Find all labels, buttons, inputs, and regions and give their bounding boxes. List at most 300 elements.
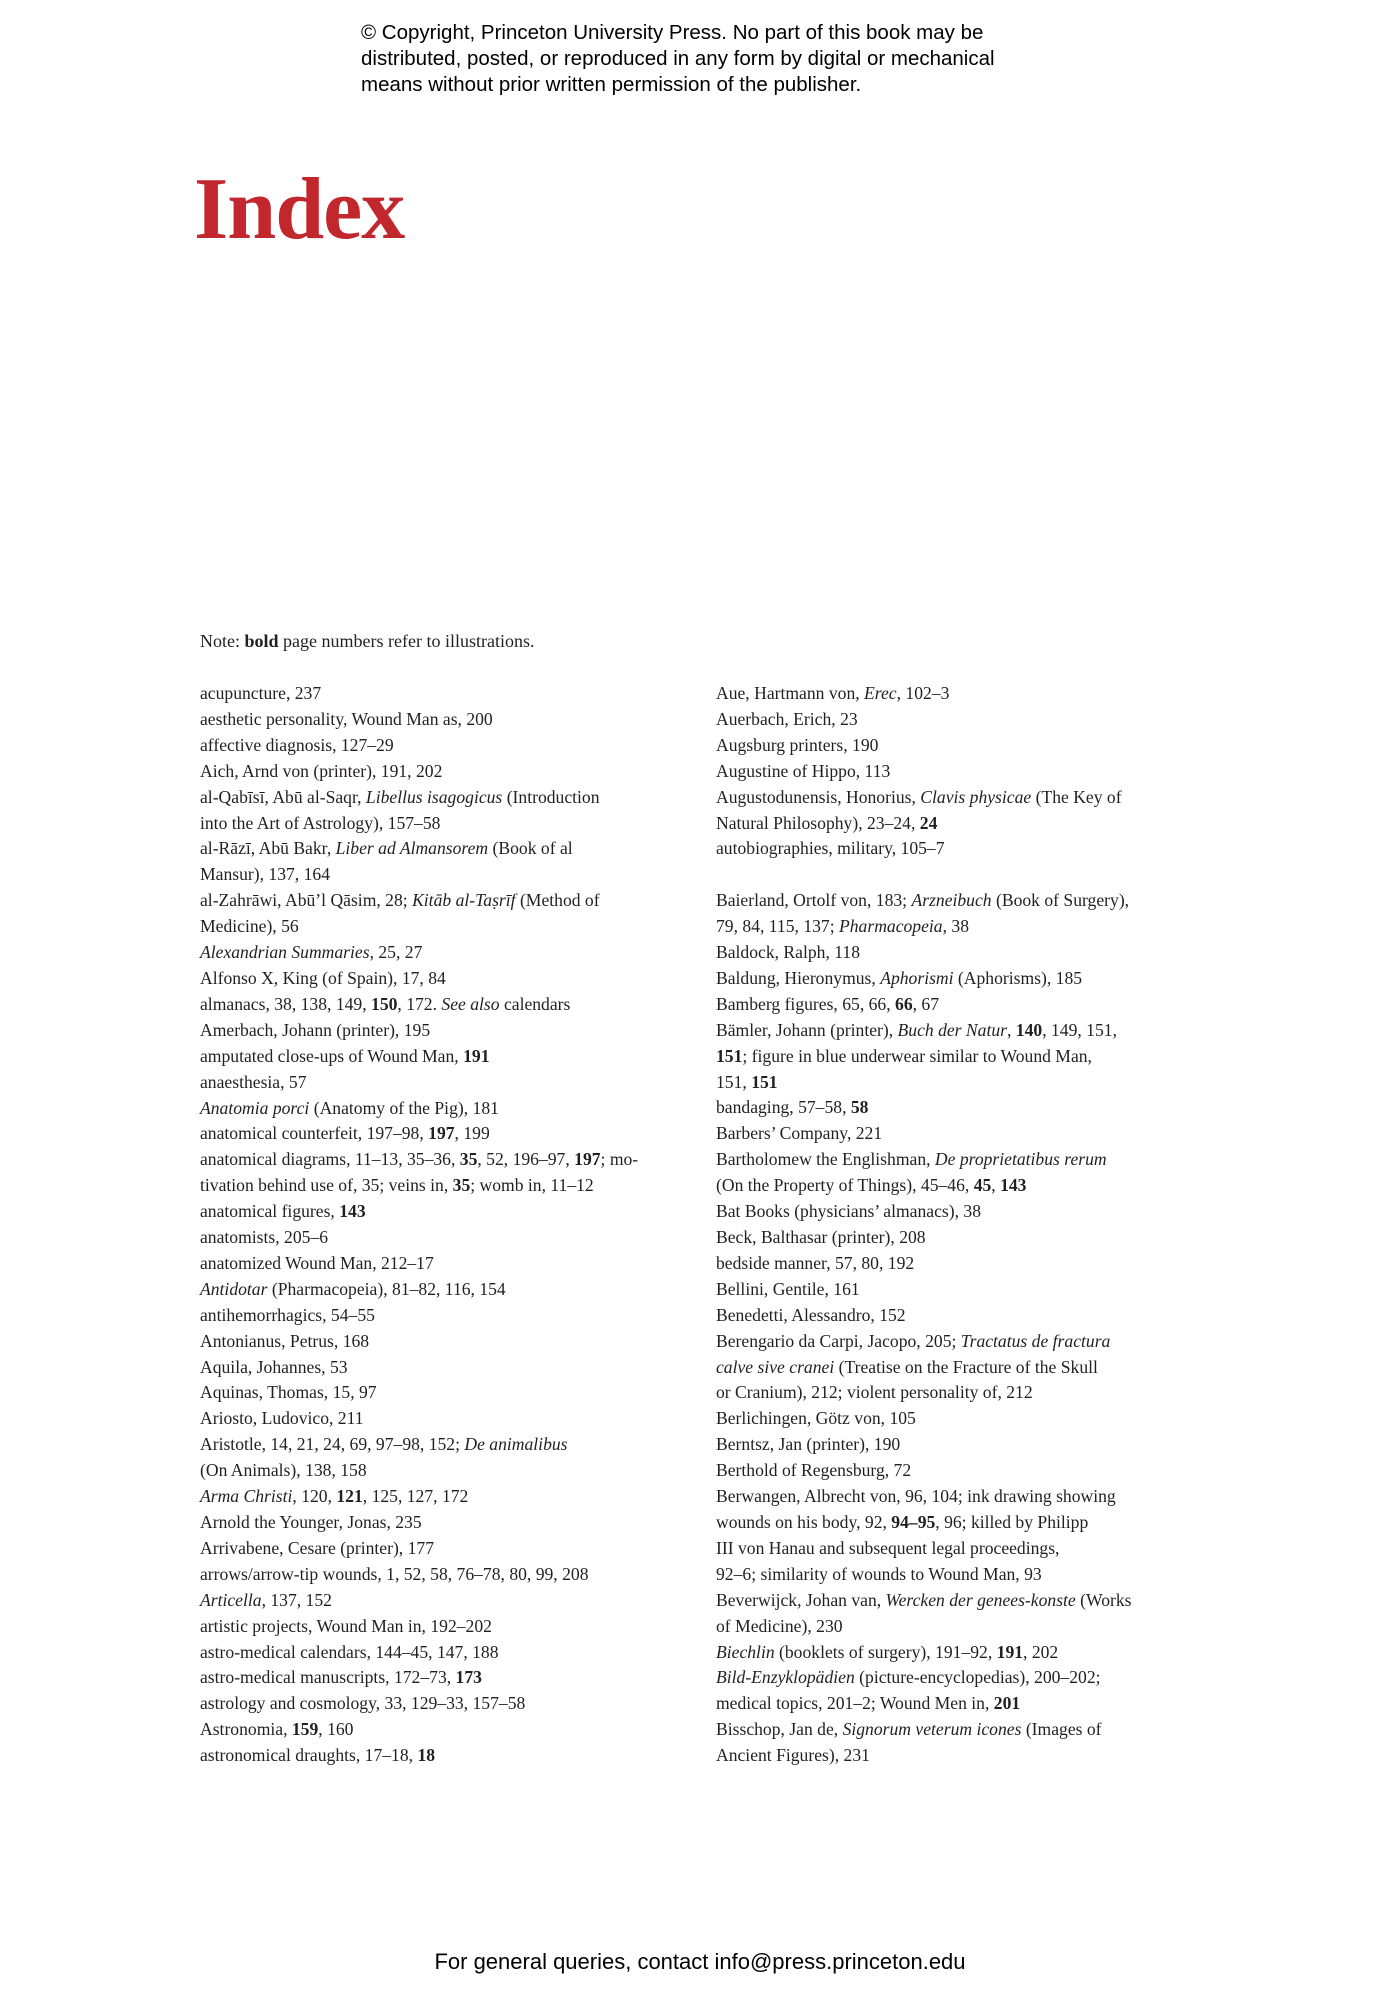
index-entry [716, 1225, 1216, 1251]
entry-text: anatomical counterfeit, 197–98, [200, 1123, 429, 1144]
index-entry-line [200, 811, 695, 837]
index-entry-line [716, 811, 1216, 837]
note-bold-word: bold [244, 631, 279, 651]
index-entry-line [716, 1147, 1216, 1173]
entry-text: amputated close-ups of Wound Man, [200, 1045, 464, 1066]
title-italic: Aphorismi [880, 967, 954, 988]
index-entry-line [716, 785, 1216, 811]
index-entry-line [200, 1096, 695, 1122]
index-entry-line [716, 1251, 1216, 1277]
entry-text: Medicine), 56 [200, 916, 299, 937]
entry-text: Bämler, Johann (printer), [716, 1019, 898, 1040]
entry-text: or Cranium), 212; violent personality of, 212 [716, 1382, 1033, 1403]
entry-text: anatomists, 205–6 [200, 1227, 329, 1248]
entry-text: , 149, 151, [1042, 1019, 1117, 1040]
index-entry-line [716, 1095, 1216, 1121]
entry-text: almanacs, 38, 138, 149, [200, 993, 372, 1014]
index-entry [200, 992, 695, 1018]
index-entry-line [716, 733, 1216, 759]
entry-text: acupuncture, 237 [200, 683, 322, 703]
index-entry-line [716, 1536, 1216, 1562]
entry-text: (Introduction [502, 786, 600, 807]
entry-text: Antonianus, Petrus, 168 [200, 1330, 370, 1351]
index-entry-line [716, 1173, 1216, 1199]
index-entry [200, 836, 695, 888]
entry-text: , [991, 1175, 1001, 1196]
index-entry-line [716, 1717, 1216, 1743]
entry-text: of Medicine), 230 [716, 1615, 843, 1636]
index-entry-line [200, 1743, 695, 1769]
index-entry [716, 1147, 1216, 1199]
page-number-bold: 151 [751, 1071, 778, 1092]
entry-text: Beck, Balthasar (printer), 208 [716, 1227, 926, 1248]
index-entry-line [716, 1432, 1216, 1458]
entry-text: anatomized Wound Man, 212–17 [200, 1252, 434, 1273]
index-entry-line [716, 1070, 1216, 1096]
index-entry-line [200, 862, 695, 888]
entry-text: into the Art of Astrology), 157–58 [200, 812, 441, 833]
entry-text: (On the Property of Things), 45–46, [716, 1175, 974, 1196]
index-entry-line [200, 1044, 695, 1070]
title-italic: Biechlin [716, 1641, 775, 1662]
entry-text: medical topics, 201–2; Wound Men in, [716, 1693, 994, 1714]
index-entry [716, 1432, 1216, 1458]
index-entry-line [200, 1018, 695, 1044]
entry-text: Aquila, Johannes, 53 [200, 1356, 348, 1377]
entry-text: 79, 84, 115, 137; [716, 916, 839, 937]
index-entry-line [200, 1070, 695, 1096]
page-number-bold: 35 [452, 1175, 471, 1196]
entry-text: Aue, Hartmann von, [716, 683, 865, 703]
entry-text: (On Animals), 138, 158 [200, 1460, 367, 1481]
entry-text: (Pharmacopeia), 81–82, 116, 154 [267, 1278, 506, 1299]
title-italic: Signorum veterum icones [842, 1719, 1022, 1740]
index-entry [716, 888, 1216, 940]
index-entry-line [716, 1614, 1216, 1640]
entry-text: (The Key of [1031, 786, 1122, 807]
entry-text: , 67 [912, 993, 939, 1014]
index-entry [716, 966, 1216, 992]
index-entry-line [716, 992, 1216, 1018]
entry-text: al-Qabīsī, Abū al-Saqr, [200, 786, 366, 807]
entry-text: Natural Philosophy), 23–24, [716, 812, 920, 833]
entry-text: , 52, 196–97, [477, 1149, 575, 1170]
index-entry [200, 888, 695, 940]
index-entry [200, 707, 695, 733]
entry-text: (Works [1075, 1589, 1132, 1610]
title-italic: Liber ad Almansorem [335, 838, 489, 859]
entry-text: Arnold the Younger, Jonas, 235 [200, 1512, 422, 1532]
index-entry-line [200, 1484, 695, 1510]
index-entry-line [200, 1432, 695, 1458]
index-entry-line [716, 1380, 1216, 1406]
index-entry [716, 1121, 1216, 1147]
entry-text: , 96; killed by Philipp [935, 1511, 1089, 1532]
index-entry [200, 1147, 695, 1199]
title-italic: Anatomia porci [200, 1097, 310, 1118]
index-entry-line [200, 1458, 695, 1484]
page-number-bold: 191 [996, 1641, 1024, 1662]
entry-text: ; mo- [600, 1149, 639, 1170]
index-entry-line [200, 1380, 695, 1406]
index-entry-line [716, 1510, 1216, 1536]
index-entry [200, 940, 695, 966]
index-entry-line [716, 1665, 1216, 1691]
entry-text: (picture-encyclopedias), 200–202; [854, 1667, 1101, 1688]
index-column-left [200, 681, 695, 1769]
entry-text: Ancient Figures), 231 [716, 1745, 870, 1766]
index-entry [200, 681, 695, 707]
entry-text: Augustodunensis, Honorius, [716, 786, 921, 807]
index-entry-line [200, 759, 695, 785]
entry-text: astro-medical manuscripts, 172–73, [200, 1667, 456, 1688]
entry-text: (Anatomy of the Pig), 181 [309, 1097, 499, 1118]
entry-text: Aich, Arnd von (printer), 191, 202 [200, 760, 443, 781]
title-italic: Pharmacopeia [839, 916, 943, 937]
entry-text: Amerbach, Johann (printer), 195 [200, 1019, 431, 1040]
index-entry-line [716, 914, 1216, 940]
entry-text: , 120, [292, 1486, 337, 1507]
index-entry-line [716, 1018, 1216, 1044]
index-entry-line [200, 1199, 695, 1225]
index-entry-line [200, 1173, 695, 1199]
index-entry-line [200, 1251, 695, 1277]
index-entry [716, 707, 1216, 733]
index-entry-line [716, 1121, 1216, 1147]
title-italic: Tractatus de fractura [960, 1330, 1111, 1351]
index-entry [716, 733, 1216, 759]
index-entry [716, 940, 1216, 966]
index-entry-line [200, 1329, 695, 1355]
index-entry-line [716, 1691, 1216, 1717]
entry-text: Astronomia, [200, 1719, 292, 1740]
index-entry-line [716, 1458, 1216, 1484]
entry-text: al-Zahrāwi, Abū’l Qāsim, 28; [200, 890, 413, 911]
index-entry-line [200, 1536, 695, 1562]
page-number-bold: 191 [463, 1045, 490, 1066]
entry-text: , 125, 127, 172 [362, 1486, 469, 1507]
footer-contact: For general queries, contact info@press.princeton.edu [434, 1949, 966, 1974]
entry-text: , 38 [942, 916, 969, 937]
index-entry [716, 1717, 1216, 1769]
index-entry-line [716, 707, 1216, 733]
index-entry [200, 1355, 695, 1381]
title-italic: Antidotar [200, 1278, 268, 1299]
index-entry [200, 1251, 695, 1277]
entry-text: (Method of [515, 890, 600, 911]
copyright-line: means without prior written permission of the publisher. [361, 73, 862, 96]
index-entry [200, 1562, 695, 1588]
index-entry-line [200, 681, 695, 707]
entry-text: (Aphorisms), 185 [953, 967, 1083, 988]
index-entry-line [200, 1355, 695, 1381]
entry-text: calendars [499, 993, 571, 1014]
index-entry-line [200, 1147, 695, 1173]
entry-text: Bat Books (physicians’ almanacs), 38 [716, 1201, 981, 1222]
page-number-bold: 143 [339, 1201, 366, 1222]
page-number-bold: 18 [417, 1745, 436, 1766]
entry-text: al-Rāzī, Abū Bakr, [200, 838, 336, 859]
index-entry [200, 1717, 695, 1743]
index-entry-line [716, 888, 1216, 914]
index-entry [716, 1588, 1216, 1640]
index-entry [200, 1096, 695, 1122]
index-entry-line [716, 1277, 1216, 1303]
copyright-line: © Copyright, Princeton University Press. No part of this book may be [361, 21, 984, 44]
index-entry-line [716, 1329, 1216, 1355]
index-entry [200, 1044, 695, 1070]
index-entry-line [200, 966, 695, 992]
entry-text: (Treatise on the Fracture of the Skull [834, 1356, 1098, 1377]
entry-text: , 199 [454, 1123, 490, 1144]
entry-text: Aquinas, Thomas, 15, 97 [200, 1382, 377, 1403]
page-number-bold: 159 [291, 1719, 319, 1740]
entry-text: , 160 [318, 1719, 354, 1740]
index-entry-line [716, 1225, 1216, 1251]
index-entry [716, 1484, 1216, 1588]
entry-text: Benedetti, Alessandro, 152 [716, 1304, 906, 1325]
page-number-bold: 151 [716, 1045, 743, 1066]
entry-text: Berthold of Regensburg, 72 [716, 1460, 912, 1481]
page-number-bold: 94–95 [891, 1511, 936, 1532]
entry-text: astrology and cosmology, 33, 129–33, 157–58 [200, 1693, 526, 1714]
index-entry [716, 1665, 1216, 1717]
entry-text: anatomical diagrams, 11–13, 35–36, [200, 1149, 460, 1170]
entry-text: Augsburg printers, 190 [716, 734, 879, 755]
index-entry [716, 1277, 1216, 1303]
entry-text: astro-medical calendars, 144–45, 147, 188 [200, 1641, 499, 1662]
page-number-bold: 197 [428, 1123, 455, 1144]
entry-text: Bartholomew the Englishman, [716, 1149, 935, 1170]
entry-text: (Images of [1021, 1719, 1102, 1740]
title-italic: De animalibus [464, 1434, 568, 1455]
entry-text: 151, [716, 1071, 752, 1092]
title-italic: Alexandrian Summaries [200, 942, 370, 963]
entry-text: affective diagnosis, 127–29 [200, 734, 394, 755]
index-entry [716, 1095, 1216, 1121]
page-number-bold: 35 [459, 1149, 478, 1170]
index-entry-line [200, 1225, 695, 1251]
title-italic: Arma Christi [200, 1486, 293, 1507]
title-italic: Clavis physicae [920, 786, 1032, 807]
index-entry [716, 1018, 1216, 1096]
entry-text: Baldock, Ralph, 118 [716, 942, 860, 963]
entry-text: antihemorrhagics, 54–55 [200, 1304, 375, 1325]
title-italic: Erec [864, 683, 897, 703]
page-number-bold: 173 [455, 1667, 482, 1688]
index-entry [716, 1199, 1216, 1225]
index-entry [200, 1277, 695, 1303]
index-entry-line [200, 1562, 695, 1588]
entry-text: III von Hanau and subsequent legal proceedings, [716, 1537, 1060, 1558]
index-entry-line [200, 733, 695, 759]
entry-text: Auerbach, Erich, 23 [716, 708, 858, 729]
title-italic: Kitāb al-Taṣrīf [412, 890, 516, 911]
index-entry-line [200, 1614, 695, 1640]
index-entry-line [200, 1303, 695, 1329]
index-entry [200, 1432, 695, 1484]
index-entry [716, 1329, 1216, 1407]
index-entry-line [716, 940, 1216, 966]
index-entry [200, 759, 695, 785]
index-entry [200, 1018, 695, 1044]
page-number-bold: 45 [973, 1175, 992, 1196]
index-entry-line [200, 940, 695, 966]
entry-text: , 102–3 [896, 683, 950, 703]
entry-text: Arrivabene, Cesare (printer), 177 [200, 1537, 434, 1558]
entry-text: , 137, 152 [261, 1589, 332, 1610]
index-entry [200, 1225, 695, 1251]
index-entry [200, 1121, 695, 1147]
index-entry-line [200, 1588, 695, 1614]
index-entry-line [716, 1199, 1216, 1225]
page-number-bold: 140 [1015, 1019, 1043, 1040]
entry-text: Aristotle, 14, 21, 24, 69, 97–98, 152; [200, 1434, 465, 1455]
entry-text: , [1007, 1019, 1016, 1040]
entry-text: ; womb in, 11–12 [470, 1175, 594, 1196]
index-entry-line [716, 681, 1216, 707]
index-entry-line [716, 1044, 1216, 1070]
page-title: Index [194, 161, 405, 258]
title-italic: De proprietatibus rerum [934, 1149, 1107, 1170]
copyright-line: distributed, posted, or reproduced in any form by digital or mechanical [361, 47, 995, 70]
index-entry [200, 966, 695, 992]
index-entry-line [716, 966, 1216, 992]
page-number-bold: 24 [919, 812, 938, 833]
page-number-bold: 143 [1000, 1175, 1027, 1196]
note-prefix: Note: [200, 631, 245, 651]
index-entry [200, 1510, 695, 1536]
index-entry [716, 836, 1216, 862]
index-entry-line [200, 1691, 695, 1717]
entry-text: bedside manner, 57, 80, 192 [716, 1252, 915, 1273]
entry-text: Berntsz, Jan (printer), 190 [716, 1434, 901, 1455]
index-entry-line [200, 836, 695, 862]
index-entry [200, 785, 695, 837]
index-column-right [716, 681, 1216, 1769]
entry-text: (Book of al [488, 838, 573, 859]
page-number-bold: 121 [336, 1486, 363, 1507]
index-entry-line [716, 1640, 1216, 1666]
index-entry [200, 1199, 695, 1225]
title-italic: Articella [200, 1589, 262, 1610]
entry-text: bandaging, 57–58, [716, 1097, 851, 1118]
index-entry-line [200, 992, 695, 1018]
index-entry-line [716, 759, 1216, 785]
index-entry-line [716, 1484, 1216, 1510]
title-italic: Arzneibuch [911, 890, 992, 911]
index-entry-line [716, 1406, 1216, 1432]
index-entry [200, 733, 695, 759]
index-entry-line [200, 1277, 695, 1303]
entry-text: Baierland, Ortolf von, 183; [716, 890, 912, 911]
title-italic: calve sive cranei [716, 1356, 835, 1377]
index-entry [716, 992, 1216, 1018]
entry-text: (booklets of surgery), 191–92, [774, 1641, 997, 1662]
copyright-notice [361, 20, 1081, 98]
index-entry-line [716, 1588, 1216, 1614]
index-entry [200, 1614, 695, 1640]
index-entry-line [716, 1355, 1216, 1381]
index-entry [716, 759, 1216, 785]
page-number-bold: 66 [895, 993, 913, 1014]
title-italic: Bild-Enzyklopädien [716, 1667, 855, 1688]
index-entry [200, 1484, 695, 1510]
index-entry [716, 1458, 1216, 1484]
entry-text: Baldung, Hieronymus, [716, 967, 881, 988]
index-entry [200, 1588, 695, 1614]
entry-text: autobiographies, military, 105–7 [716, 838, 945, 859]
entry-text: anaesthesia, 57 [200, 1071, 307, 1092]
index-note [200, 630, 534, 652]
entry-text: , 202 [1023, 1641, 1059, 1662]
index-entry-line [200, 1717, 695, 1743]
title-italic: Wercken der genees-konste [885, 1589, 1076, 1610]
entry-text: , 172. [397, 993, 442, 1014]
entry-text: artistic projects, Wound Man in, 192–202 [200, 1615, 492, 1636]
index-entry-line [716, 1743, 1216, 1769]
index-entry-line [200, 1640, 695, 1666]
index-entry [200, 1665, 695, 1691]
index-entry-line [200, 1665, 695, 1691]
entry-text: Bellini, Gentile, 161 [716, 1278, 860, 1299]
entry-text: aesthetic personality, Wound Man as, 200 [200, 708, 493, 729]
entry-text: Alfonso X, King (of Spain), 17, 84 [200, 967, 446, 988]
entry-text: Mansur), 137, 164 [200, 864, 330, 885]
index-entry-line [200, 1121, 695, 1147]
note-suffix: page numbers refer to illustrations. [278, 631, 535, 651]
index-entry [200, 1406, 695, 1432]
index-entry [716, 1406, 1216, 1432]
index-entry [200, 1743, 695, 1769]
index-entry-line [200, 914, 695, 940]
entry-text: Bamberg figures, 65, 66, [716, 993, 896, 1014]
index-entry-line [200, 1510, 695, 1536]
title-italic: See also [441, 993, 500, 1014]
index-entry [200, 1070, 695, 1096]
index-entry [200, 1536, 695, 1562]
entry-text: tivation behind use of, 35; veins in, [200, 1175, 453, 1196]
index-entry-line [716, 1562, 1216, 1588]
index-entry [200, 1380, 695, 1406]
index-entry [716, 785, 1216, 837]
entry-text: ; figure in blue underwear similar to Wound Man, [742, 1045, 1092, 1066]
index-entry [200, 1303, 695, 1329]
entry-text: Berlichingen, Götz von, 105 [716, 1408, 916, 1429]
entry-text: arrows/arrow-tip wounds, 1, 52, 58, 76–78, 80, 99, 208 [200, 1563, 589, 1584]
index-entry [200, 1329, 695, 1355]
entry-text: Beverwijck, Johan van, [716, 1589, 886, 1610]
entry-text: Berwangen, Albrecht von, 96, 104; ink drawing showing [716, 1486, 1116, 1507]
entry-text: Ariosto, Ludovico, 211 [200, 1408, 364, 1429]
title-italic: Libellus isagogicus [365, 786, 503, 807]
index-entry-line [716, 1303, 1216, 1329]
index-entry-line [200, 785, 695, 811]
entry-text: (Book of Surgery), [991, 890, 1130, 911]
entry-text: wounds on his body, 92, [716, 1511, 892, 1532]
index-entry [200, 1691, 695, 1717]
index-entry-line [200, 707, 695, 733]
entry-text: 92–6; similarity of wounds to Wound Man, 93 [716, 1563, 1042, 1584]
entry-text: , 25, 27 [369, 942, 423, 963]
index-entry [716, 1303, 1216, 1329]
entry-text: Barbers’ Company, 221 [716, 1123, 883, 1144]
entry-text: anatomical figures, [200, 1201, 340, 1222]
entry-text: astronomical draughts, 17–18, [200, 1745, 418, 1766]
page-number-bold: 150 [371, 993, 398, 1014]
page-number-bold: 201 [993, 1693, 1021, 1714]
index-entry [200, 1640, 695, 1666]
